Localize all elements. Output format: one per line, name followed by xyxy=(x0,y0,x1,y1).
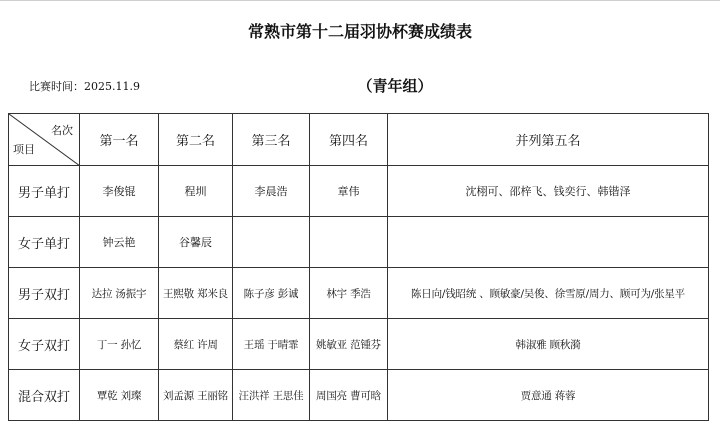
event-cell: 男子双打 xyxy=(9,268,80,319)
result-cell xyxy=(233,217,310,268)
meta-row xyxy=(0,58,720,113)
result-cell: 蔡红 许周 xyxy=(159,319,233,370)
event-axis-label: 项目 xyxy=(13,143,35,156)
result-cell: 程圳 xyxy=(159,166,233,217)
match-date: 比赛时间：2025.11.9 xyxy=(29,79,140,93)
result-cell: 钟云艳 xyxy=(80,217,159,268)
document-title: 常熟市第十二届羽协杯赛成绩表 xyxy=(0,0,720,59)
group-label: （青年组） xyxy=(357,77,433,95)
table-row xyxy=(9,268,709,319)
result-cell: 覃乾 刘璨 xyxy=(80,370,159,421)
result-cell: 谷馨辰 xyxy=(159,217,233,268)
event-cell: 混合双打 xyxy=(9,370,80,421)
result-cell: 达拉 汤振宇 xyxy=(80,268,159,319)
result-cell: 丁一 孙忆 xyxy=(80,319,159,370)
result-cell: 李俊锟 xyxy=(80,166,159,217)
header-cell: 第二名 xyxy=(159,114,233,166)
header-cell: 第三名 xyxy=(233,114,310,166)
result-cell: 王熙敬 郑米良 xyxy=(159,268,233,319)
result-cell: 王瑶 于晴霏 xyxy=(233,319,310,370)
result-cell: 林宇 季浩 xyxy=(310,268,388,319)
result-cell: 沈栩可、邵梓飞、钱奕行、韩锴泽 xyxy=(388,166,709,217)
header-row xyxy=(9,114,709,166)
result-cell: 汪洪祥 王思佳 xyxy=(233,370,310,421)
table-row xyxy=(9,370,709,421)
result-cell: 陈日向/钱昭统 、顾敏豪/吴俊、徐雪原/周力、顾可为/张星平 xyxy=(388,268,709,319)
event-cell: 男子单打 xyxy=(9,166,80,217)
header-cell: 第一名 xyxy=(80,114,159,166)
event-cell: 女子单打 xyxy=(9,217,80,268)
rank-axis-label: 名次 xyxy=(51,124,73,137)
result-cell xyxy=(310,217,388,268)
header-cell: 并列第五名 xyxy=(388,114,709,166)
result-cell: 陈子彦 彭诚 xyxy=(233,268,310,319)
corner-cell xyxy=(9,114,80,166)
result-cell: 韩淑雅 顾秋漪 xyxy=(388,319,709,370)
result-cell: 刘孟源 王丽铭 xyxy=(159,370,233,421)
result-cell: 李晨浩 xyxy=(233,166,310,217)
result-cell xyxy=(388,217,709,268)
event-cell: 女子双打 xyxy=(9,319,80,370)
table-row xyxy=(9,217,709,268)
result-cell: 姚敏亚 范锺芬 xyxy=(310,319,388,370)
results-table xyxy=(8,113,709,421)
table-row xyxy=(9,319,709,370)
result-cell: 贾意通 蒋蓉 xyxy=(388,370,709,421)
header-cell: 第四名 xyxy=(310,114,388,166)
result-cell: 周国亮 曹可晗 xyxy=(310,370,388,421)
table-row xyxy=(9,166,709,217)
result-cell: 章伟 xyxy=(310,166,388,217)
